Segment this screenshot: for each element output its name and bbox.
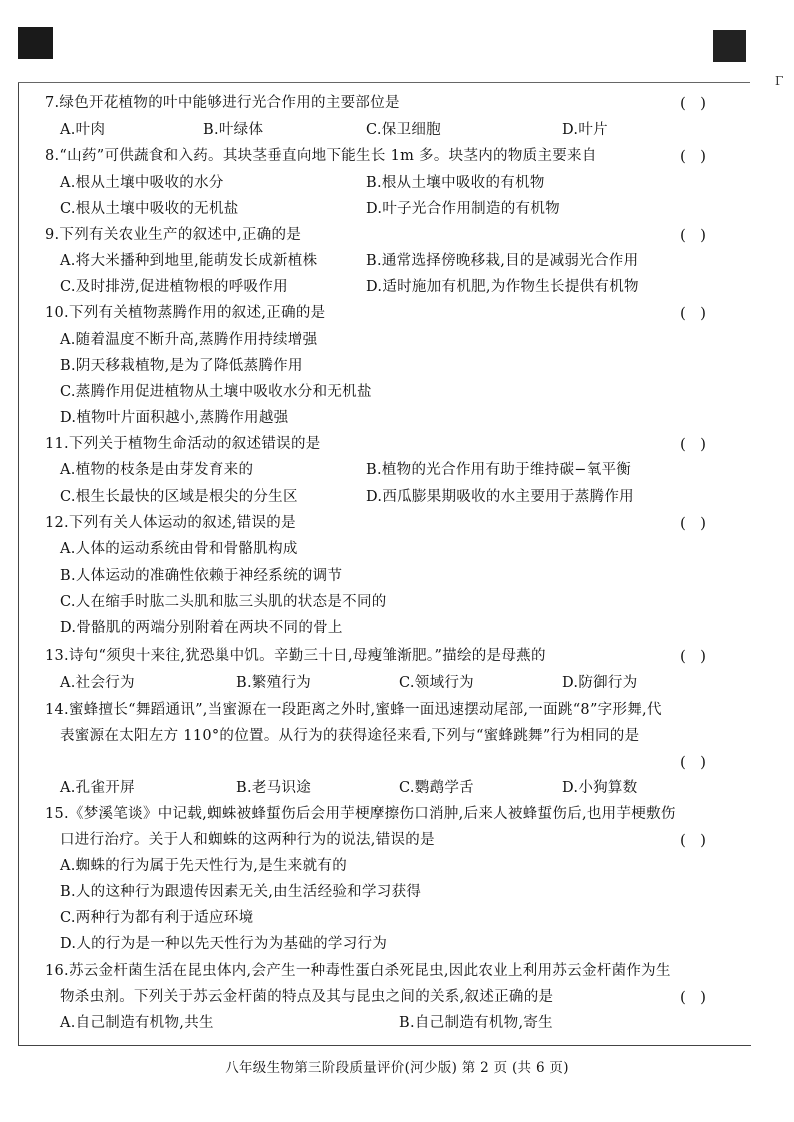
q9-option-a: A.将大米播种到地里,能萌发长成新植株 bbox=[60, 253, 318, 269]
answer-blank-13[interactable]: ( ) bbox=[680, 647, 707, 665]
q9-option-c: C.及时排涝,促进植物根的呼吸作用 bbox=[60, 279, 288, 295]
q8-option-d: D.叶子光合作用制造的有机物 bbox=[366, 201, 560, 217]
q15-option-b: B.人的这种行为跟遗传因素无关,由生活经验和学习获得 bbox=[60, 884, 422, 900]
question-8-stem: 8.“山药”可供蔬食和入药。其块茎垂直向地下能生长 1m 多。块茎内的物质主要来自 bbox=[45, 148, 597, 164]
corner-crop-mark: Γ bbox=[775, 74, 784, 88]
q13-option-c: C.领域行为 bbox=[399, 675, 474, 691]
top-rule bbox=[18, 82, 750, 83]
q11-option-a: A.植物的枝条是由芽发育来的 bbox=[60, 462, 254, 478]
q7-option-a: A.叶肉 bbox=[60, 122, 106, 138]
q16-option-b: B.自己制造有机物,寄生 bbox=[399, 1015, 553, 1031]
answer-blank-8[interactable]: ( ) bbox=[680, 147, 707, 165]
q9-option-b: B.通常选择傍晚移栽,目的是减弱光合作用 bbox=[366, 253, 639, 269]
q16-option-a: A.自己制造有机物,共生 bbox=[60, 1015, 214, 1031]
q10-option-d: D.植物叶片面积越小,蒸腾作用越强 bbox=[60, 410, 289, 426]
q10-option-a: A.随着温度不断升高,蒸腾作用持续增强 bbox=[60, 332, 318, 348]
q13-option-b: B.繁殖行为 bbox=[236, 675, 312, 691]
question-15-stem-line2: 口进行治疗。关于人和蜘蛛的这两种行为的说法,错误的是 bbox=[60, 832, 435, 848]
registration-mark-right bbox=[713, 30, 746, 62]
q10-option-c: C.蒸腾作用促进植物从土壤中吸收水分和无机盐 bbox=[60, 384, 372, 400]
question-12-stem: 12.下列有关人体运动的叙述,错误的是 bbox=[45, 515, 296, 531]
q12-option-a: A.人体的运动系统由骨和骨骼肌构成 bbox=[60, 541, 298, 557]
question-13-stem: 13.诗句“须臾十来往,犹恐巢中饥。辛勤三十日,母瘦雏渐肥。”描绘的是母燕的 bbox=[45, 648, 546, 664]
q14-option-b: B.老马识途 bbox=[236, 780, 312, 796]
q12-option-d: D.骨骼肌的两端分别附着在两块不同的骨上 bbox=[60, 620, 343, 636]
q13-option-d: D.防御行为 bbox=[562, 675, 638, 691]
page-footer: 八年级生物第三阶段质量评价(河少版) 第 2 页 (共 6 页) bbox=[225, 1060, 569, 1076]
q10-option-b: B.阴天移栽植物,是为了降低蒸腾作用 bbox=[60, 358, 303, 374]
q11-option-b: B.植物的光合作用有助于维持碳−氧平衡 bbox=[366, 462, 632, 478]
q14-option-a: A.孔雀开屏 bbox=[60, 780, 135, 796]
question-10-stem: 10.下列有关植物蒸腾作用的叙述,正确的是 bbox=[45, 305, 326, 321]
q13-option-a: A.社会行为 bbox=[60, 675, 135, 691]
question-16-stem-line2: 物杀虫剂。下列关于苏云金杆菌的特点及其与昆虫之间的关系,叙述正确的是 bbox=[60, 989, 554, 1005]
q15-option-c: C.两种行为都有利于适应环境 bbox=[60, 910, 254, 926]
q7-option-d: D.叶片 bbox=[562, 122, 608, 138]
answer-blank-11[interactable]: ( ) bbox=[680, 435, 707, 453]
registration-mark-left bbox=[18, 27, 53, 59]
answer-blank-15[interactable]: ( ) bbox=[680, 831, 707, 849]
q8-option-c: C.根从土壤中吸收的无机盐 bbox=[60, 201, 239, 217]
q14-option-d: D.小狗算数 bbox=[562, 780, 638, 796]
q8-option-a: A.根从土壤中吸收的水分 bbox=[60, 175, 224, 191]
q7-option-c: C.保卫细胞 bbox=[366, 122, 441, 138]
q14-option-c: C.鹦鹉学舌 bbox=[399, 780, 474, 796]
q15-option-a: A.蜘蛛的行为属于先天性行为,是生来就有的 bbox=[60, 858, 347, 874]
answer-blank-14[interactable]: ( ) bbox=[680, 753, 707, 771]
question-14-stem-line1: 14.蜜蜂擅长“舞蹈通讯”,当蜜源在一段距离之外时,蜜蜂一面迅速摆动尾部,一面跳“8”字形舞,代 bbox=[45, 702, 662, 718]
q7-option-b: B.叶绿体 bbox=[203, 122, 264, 138]
q11-option-d: D.西瓜膨果期吸收的水主要用于蒸腾作用 bbox=[366, 489, 634, 505]
q15-option-d: D.人的行为是一种以先天性行为为基础的学习行为 bbox=[60, 936, 388, 952]
question-7-stem: 7.绿色开花植物的叶中能够进行光合作用的主要部位是 bbox=[45, 95, 400, 111]
question-9-stem: 9.下列有关农业生产的叙述中,正确的是 bbox=[45, 227, 302, 243]
question-14-stem-line2: 表蜜源在太阳左方 110°的位置。从行为的获得途径来看,下列与“蜜蜂跳舞”行为相同的是 bbox=[60, 728, 640, 744]
q8-option-b: B.根从土壤中吸收的有机物 bbox=[366, 175, 545, 191]
question-16-stem-line1: 16.苏云金杆菌生活在昆虫体内,会产生一种毒性蛋白杀死昆虫,因此农业上利用苏云金杆菌作为生 bbox=[45, 963, 671, 979]
answer-blank-9[interactable]: ( ) bbox=[680, 226, 707, 244]
answer-blank-12[interactable]: ( ) bbox=[680, 514, 707, 532]
q12-option-c: C.人在缩手时肱二头肌和肱三头肌的状态是不同的 bbox=[60, 594, 387, 610]
q9-option-d: D.适时施加有机肥,为作物生长提供有机物 bbox=[366, 279, 639, 295]
question-11-stem: 11.下列关于植物生命活动的叙述错误的是 bbox=[45, 436, 321, 452]
q12-option-b: B.人体运动的准确性依赖于神经系统的调节 bbox=[60, 568, 343, 584]
question-15-stem-line1: 15.《梦溪笔谈》中记载,蜘蛛被蜂蜇伤后会用芋梗摩擦伤口消肿,后来人被蜂蜇伤后,也用芋梗敷伤 bbox=[45, 806, 676, 822]
answer-blank-10[interactable]: ( ) bbox=[680, 304, 707, 322]
answer-blank-7[interactable]: ( ) bbox=[680, 94, 707, 112]
q11-option-c: C.根生长最快的区域是根尖的分生区 bbox=[60, 489, 298, 505]
answer-blank-16[interactable]: ( ) bbox=[680, 988, 707, 1006]
